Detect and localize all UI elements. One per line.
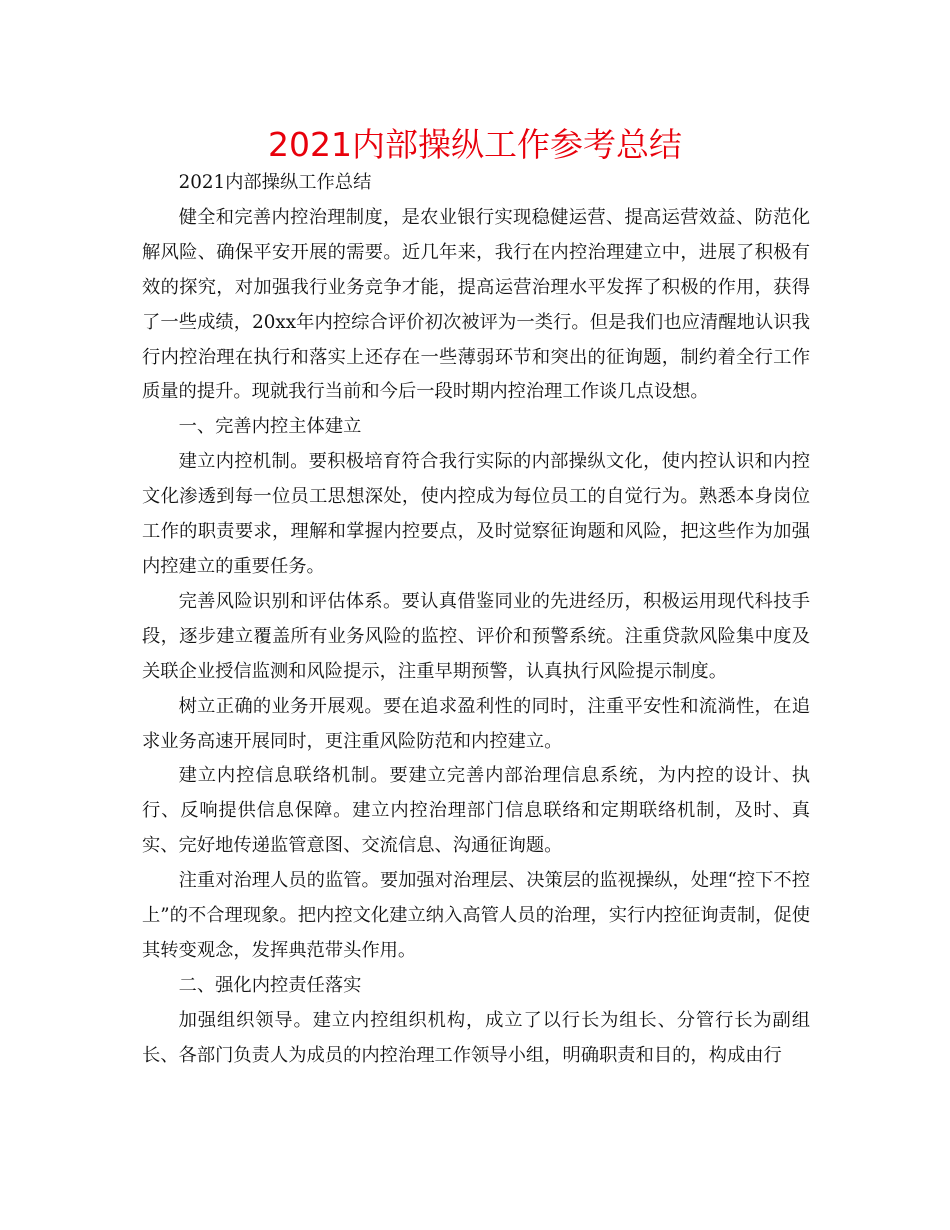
- subtitle-paragraph: 2021内部操纵工作总结: [178, 172, 372, 193]
- section-heading-1: 一、完善内控主体建立: [178, 416, 362, 438]
- body-paragraph: 建立内控机制。要积极培育符合我行实际的内部操纵文化，使内控认识和内控文化渗透到每一位员工思想深处，使内控成为每位员工的自觉行为。熟悉本身岗位工作的职责要求，理解和掌握内控要点，及时觉察征询题和风险，把这些作为加强内控建立的重要任务。: [142, 451, 810, 577]
- body-paragraph: 注重对治理人员的监管。要加强对治理层、决策层的监视操纵，处理“控下不控上”的不合理现象。把内控文化建立纳入高管人员的治理，实行内控征询责制，促使其转变观念，发挥典范带头作用。: [142, 870, 810, 961]
- body-paragraph: 完善风险识别和评估体系。要认真借鉴同业的先进经历，积极运用现代科技手段，逐步建立覆盖所有业务风险的监控、评价和预警系统。注重贷款风险集中度及关联企业授信监测和风险提示，注重早期预警，认真执行风险提示制度。: [142, 590, 810, 682]
- body-paragraph: 加强组织领导。建立内控组织机构，成立了以行长为组长、分管行长为副组长、各部门负责人为成员的内控治理工作领导小组，明确职责和目的，构成由行: [142, 1009, 810, 1066]
- section-heading-2: 二、强化内控责任落实: [178, 974, 362, 996]
- document-body: [142, 166, 810, 1074]
- document-title: 2021内部操纵工作参考总结: [268, 125, 682, 164]
- intro-paragraph: 健全和完善内控治理制度，是农业银行实现稳健运营、提高运营效益、防范化解风险、确保平安开展的需要。近几年来，我行在内控治理建立中，进展了积极有效的探究，对加强我行业务竞争才能，提高运营治理水平发挥了积极的作用，获得了一些成绩，20xx年内控综合评价初次被评为一类行。但是我们也应清醒地认识我行内控治理在执行和落实上还存在一些薄弱环节和突出的征询题，制约着全行工作质量的提升。现就我行当前和今后一段时期内控治理工作谈几点设想。: [142, 206, 810, 403]
- body-paragraph: 树立正确的业务开展观。要在追求盈利性的同时，注重平安性和流淌性，在追求业务高速开展同时，更注重风险防范和内控建立。: [142, 695, 810, 752]
- body-paragraph: 建立内控信息联络机制。要建立完善内部治理信息系统，为内控的设计、执行、反响提供信息保障。建立内控治理部门信息联络和定期联络机制，及时、真实、完好地传递监管意图、交流信息、沟通征询题。: [142, 765, 810, 857]
